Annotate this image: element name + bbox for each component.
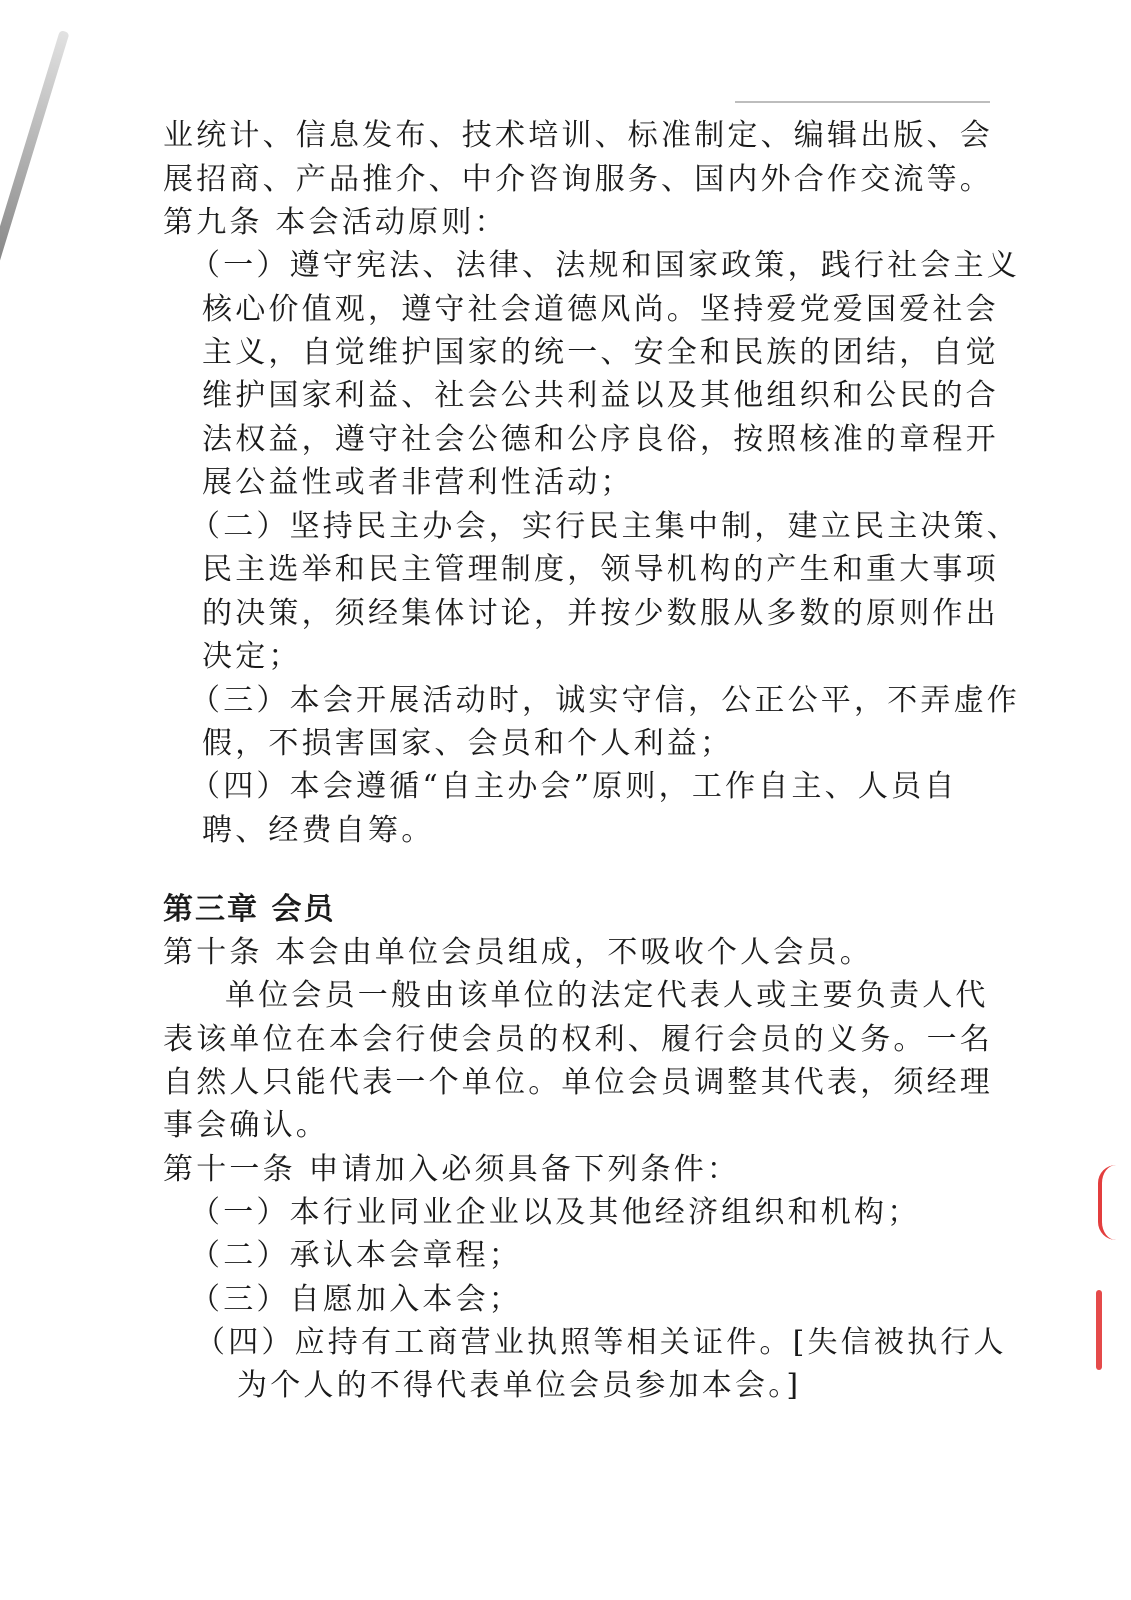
list-item: （二）承认本会章程；: [190, 1238, 522, 1273]
body-line: 展招商、产品推介、中介咨询服务、国内外合作交流等。: [163, 162, 993, 197]
body-line: 业统计、信息发布、技术培训、标准制定、编辑出版、会: [163, 118, 993, 153]
list-item: （一）遵守宪法、法律、法规和国家政策，践行社会主义: [190, 248, 1020, 283]
list-item: （三）自愿加入本会；: [190, 1282, 522, 1317]
article-heading: 第十条 本会由单位会员组成，不吸收个人会员。: [163, 935, 873, 970]
body-line: 表该单位在本会行使会员的权利、履行会员的义务。一名: [163, 1022, 993, 1057]
chapter-heading: 第三章 会员: [163, 892, 336, 927]
body-line: 展公益性或者非营利性活动；: [202, 465, 634, 500]
body-line: 维护国家利益、社会公共利益以及其他组织和公民的合: [202, 378, 999, 413]
body-line: 决定；: [202, 639, 302, 674]
body-line: 假，不损害国家、会员和个人利益；: [202, 726, 734, 761]
article-heading: 第十一条 申请加入必须具备下列条件：: [163, 1152, 741, 1187]
article-heading: 第九条 本会活动原则：: [163, 205, 508, 240]
list-item: （一）本行业同业企业以及其他经济组织和机构；: [190, 1195, 921, 1230]
body-line: 自然人只能代表一个单位。单位会员调整其代表，须经理: [163, 1065, 993, 1100]
header-rule: [735, 101, 990, 103]
body-line: 法权益，遵守社会公德和公序良俗，按照核准的章程开: [202, 422, 999, 457]
scan-shadow-mark: [0, 30, 70, 368]
body-line: 核心价值观，遵守社会道德风尚。坚持爱党爱国爱社会: [202, 292, 999, 327]
body-line: 的决策，须经集体讨论，并按少数服从多数的原则作出: [202, 596, 999, 631]
body-line: 聘、经费自筹。: [202, 813, 435, 848]
red-stamp-edge: [1098, 1165, 1124, 1240]
red-stamp-edge-lower: [1096, 1290, 1102, 1370]
list-item: （四）本会遵循“自主办会”原则，工作自主、人员自: [190, 769, 958, 804]
body-line: 主义，自觉维护国家的统一、安全和民族的团结，自觉: [202, 335, 999, 370]
list-item: （二）坚持民主办会，实行民主集中制，建立民主决策、: [190, 509, 1020, 544]
body-line: 民主选举和民主管理制度，领导机构的产生和重大事项: [202, 552, 999, 587]
list-item: （四）应持有工商营业执照等相关证件。[失信被执行人: [195, 1325, 1007, 1360]
body-line: 单位会员一般由该单位的法定代表人或主要负责人代: [225, 978, 989, 1013]
list-item: （三）本会开展活动时，诚实守信，公正公平，不弄虚作: [190, 683, 1020, 718]
body-line: 事会确认。: [163, 1108, 329, 1143]
body-line: 为个人的不得代表单位会员参加本会。]: [237, 1368, 802, 1403]
